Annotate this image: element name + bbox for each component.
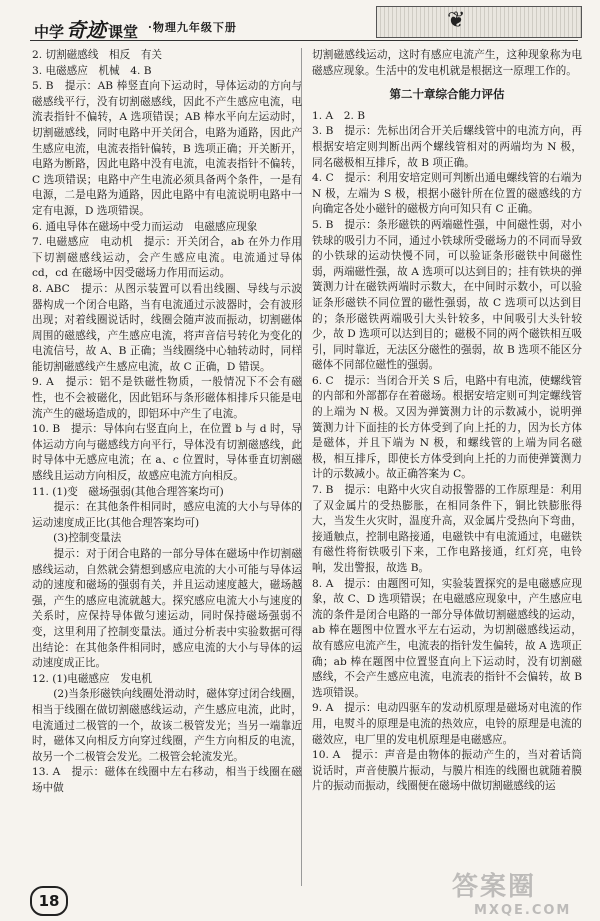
answer-item: 9. A 提示：铝不是铁磁性物质，一般情况下不会有磁性，也不会被磁化，因此铝环与条形磁体相排斥只能是电流产生的磁场造成的，即铝环中产生了电流。 (32, 376, 302, 420)
answer-item: 4. C 提示：利用安培定则可判断出通电螺线管的右端为 N 极，左端为 S 极，根据小磁针所在位置的磁感线的方向确定各处小磁针的磁极方向可知只有 C 正确。 (312, 172, 582, 216)
header-banner (376, 6, 582, 38)
answer-item: 10. A 提示：声音是由物体的振动产生的，当对着话筒说话时，声音使膜片振动，与膜片相连的线圈也就随着膜片的振动而振动，线圈便在磁场中做切割磁感线的运 (312, 749, 582, 793)
answer-item: 8. ABC 提示：从图示装置可以看出线圈、导线与示波器构成一个闭合电路，当有电流通过示波器时，会有波形出现；对着线圈说话时，线圈会随声波而振动，切割磁体周围的磁感线，产生感应电流，将声音信号转化为变化的电流信号，故 A、B 正确；当线圈绕中心轴转动时，同样能切割磁感线产生感应电流，故 C 正确，D 错误。 (32, 282, 302, 373)
answer-item: 3. 电磁感应 机械 4. B (32, 64, 152, 77)
answer-item: 5. B 提示：AB 棒竖直向下运动时，导体运动的方向与磁感线平行，没有切割磁感线，因此不产生感应电流，电流表指针不偏转，A 选项错误；AB 棒水平向左运动时，切割磁感线，同时电路中开关闭合，电路为通路，因此产生感应电流，电流表指针偏转，B 选项正确；开关断开，电路为断路，因此电路中没有电流，电流表指针不偏转，C 选项错误；电路中产生电流必须具备两个条件，一是有电源，二是电路为通路，因此电路中有电流说明电路中一定有电源，D 选项错误。 (32, 80, 302, 217)
answer-item: 5. B 提示：条形磁铁的两端磁性强，中间磁性弱，对小铁球的吸引力不同，通过小铁球所受磁场力的不同而导致的小铁球的运动快慢不同，可以验证条形磁铁中间磁性弱，两端磁性强，故 A 选项可以达到目的；挂有铁块的弹簧测力计在磁铁两端时示数大，在中间时示数小，可以验证条形磁铁不同位置的磁性强弱，故 C 选项可以达到目的；条形磁铁两端吸引大头针较多，中间吸引大头针较少，故 D 选项可以达到目的；磁极不同的两个磁铁相互吸引，同时靠近，无法区分磁性的强弱，故 B 选项不能区分磁体不同部位磁性的强弱。 (312, 218, 582, 372)
right-column (312, 48, 582, 795)
book-subject: ·物理九年级下册 (148, 21, 237, 34)
brand-suffix: 课堂 (108, 23, 139, 41)
page-header (0, 0, 600, 46)
brand-logo-text: 奇迹 (66, 18, 107, 42)
section-title: 第二十章综合能力评估 (389, 87, 505, 102)
answer-item: 6. C 提示：当闭合开关 S 后，电路中有电流，使螺线管的内部和外部都存在着磁场。根据安培定则可判定螺线管的上端为 N 极。又因为弹簧测力计的示数减小，说明弹簧测力计下面挂的长方体受到了向上托的力，因为长方体是磁体，并且下端为 N 极，和螺线管的上端为同名磁极，相互排斥，即使长方体受到向上托的力而使弹簧测力计的示数减小。故正确答案为 C。 (312, 374, 582, 481)
answer-item: 10. B 提示：导体向右竖直向上，在位置 b 与 d 时，导体运动方向与磁感线方向平行，导体没有切割磁感线，此时导体中无感应电流；在 a、c 位置时，导体垂直切割磁感线且运动方向相反，故感应电流方向相反。 (32, 423, 302, 483)
answer-item: 8. A 提示：由题图可知，实验装置探究的是电磁感应现象，故 C、D 选项错误；在电磁感应现象中，产生感应电流的条件是闭合电路的一部分导体做切割磁感线的运动，ab 棒在题图中位置水平左右运动，为切割磁感线运动，故有感应电流产生，电流表的指针发生偏转，故 A 选项正确；ab 棒在题图中位置竖直向上下运动时，没有切割磁感线，不会产生感应电流，电流表的指针不会偏转，故 B 选项错误。 (312, 577, 582, 699)
answer-item: 7. B 提示：电路中火灾自动报警器的工作原理是：利用了双金属片的受热膨胀，在相同条件下，铜比铁膨胀得大，当发生火灾时，温度升高，双金属片受热向下弯曲，接通触点，控制电路接通，电磁铁中有电流通过，电磁铁有磁性将衔铁吸引下来，工作电路接通，红灯亮，电铃响，发出警报，故选 B。 (312, 484, 582, 574)
butterfly-icon: ❦ (447, 8, 466, 33)
answer-item: 12. (1)电磁感应 发电机 (32, 672, 152, 685)
watermark-line-1: 答案圈 (452, 872, 537, 902)
answer-item: 提示：对于闭合电路的一部分导体在磁场中作切割磁感线运动，自然就会猜想到感应电流的大小可能与导体运动的速度和磁场的强弱有关，并且运动速度越大，磁场越强，产生的感应电流就越大。探究感应电流大小与速度的关系时，应保持导体做匀速运动，同时保持磁场强弱不变，这里利用了控制变量法。通过分析表中实验数据可得出结论：在其他条件相同时，感应电流的大小与导体的运动速度成正比。 (32, 548, 302, 670)
brand-prefix: 中学 (34, 23, 65, 41)
watermark-line-2: MXQE.COM (474, 903, 572, 918)
answer-item: (3)控制变量法 (32, 532, 122, 545)
answer-item: 9. A 提示：电动四驱车的发动机原理是磁场对电流的作用，电熨斗的原理是电流的热效应，电铃的原理是电流的磁效应，电厂里的发电机原理是电磁感应。 (312, 702, 582, 746)
answer-item: 提示：在其他条件相同时，感应电流的大小与导体的运动速度成正比(其他合理答案均可) (32, 501, 302, 529)
answer-item: 3. B 提示：先标出闭合开关后螺线管中的电流方向，再根据安培定则判断出两个螺线管相对的两端均为 N 极，同名磁极相互排斥，故 B 项正确。 (312, 125, 582, 169)
answer-item: 7. 电磁感应 电动机 提示：开关闭合，ab 在外力作用下切割磁感线运动，会产生感应电流。电流通过导体 cd，cd 在磁场中因受磁场力作用而运动。 (32, 236, 302, 280)
answer-item: 2. 切割磁感线 相反 有关 (32, 49, 163, 61)
continued-answer: 切割磁感线运动，这时有感应电流产生，这种现象称为电磁感应现象。生活中的发电机就是根据这一原理工作的。 (312, 49, 582, 77)
answer-item: 13. A 提示：磁体在线圈中左右移动，相当于线圈在磁场中做 (32, 766, 302, 794)
watermark-logo (452, 866, 571, 918)
left-column (32, 48, 302, 797)
answer-item: (2)当条形磁铁向线圈处滑动时，磁体穿过闭合线圈，相当于线圈在做切割磁感线运动，产生感应电流，此时，电流通过二极管的一个，故该二极管发光；当另一端靠近时，磁体又向相反方向穿过线圈，产生方向相反的电流，故另一个二极管会发光。二极管会轮流发光。 (32, 688, 302, 763)
answer-item: 11. (1)变 磁场强弱(其他合理答案均可) (32, 485, 224, 498)
header-rule (30, 40, 578, 41)
answer-item: 1. A 2. B (312, 109, 365, 122)
page-number: 18 (30, 886, 68, 916)
answer-item: 6. 通电导体在磁场中受力而运动 电磁感应现象 (32, 220, 258, 233)
series-title (34, 14, 138, 43)
